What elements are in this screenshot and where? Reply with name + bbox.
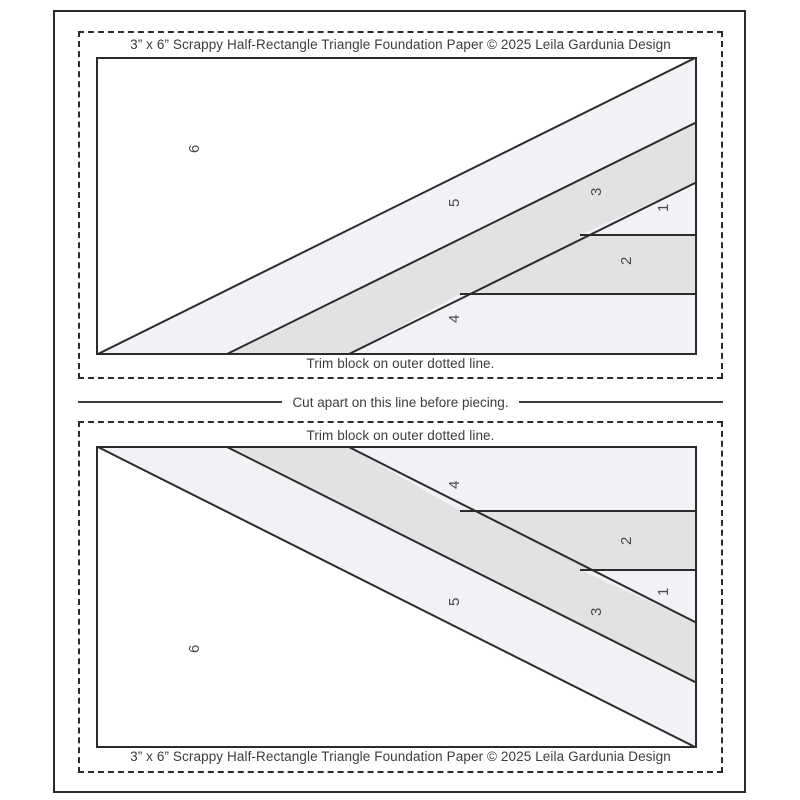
piece-number-3: 3: [588, 607, 605, 616]
block-bottom-drawing: [96, 446, 697, 748]
cut-line-rule-right: [519, 401, 723, 403]
block-bottom: [96, 446, 697, 748]
cut-instruction-label: Cut apart on this line before piecing.: [292, 394, 509, 410]
block-top: [96, 57, 697, 355]
title-caption-bottom: 3” x 6” Scrappy Half-Rectangle Triangle Foundation Paper © 2025 Leila Gardunia Design: [130, 749, 671, 764]
cut-line-rule-left: [78, 401, 282, 403]
piece-number-4: 4: [446, 480, 463, 489]
piece-number-4: 4: [446, 314, 463, 323]
piece-number-2: 2: [618, 256, 635, 265]
piece-number-2: 2: [618, 536, 635, 545]
piece-number-5: 5: [446, 198, 463, 207]
title-caption-top: 3” x 6” Scrappy Half-Rectangle Triangle Foundation Paper © 2025 Leila Gardunia Design: [130, 37, 671, 52]
piece-number-6: 6: [186, 144, 203, 153]
piece-number-1: 1: [655, 203, 672, 212]
piece-number-5: 5: [446, 597, 463, 606]
trim-instruction-top: Trim block on outer dotted line.: [306, 356, 495, 371]
cut-apart-line: [78, 392, 723, 412]
piece-number-1: 1: [655, 587, 672, 596]
block-top-drawing: [96, 57, 697, 355]
trim-instruction-bottom: Trim block on outer dotted line.: [306, 428, 495, 443]
piece-number-3: 3: [588, 187, 605, 196]
piece-number-6: 6: [186, 644, 203, 653]
